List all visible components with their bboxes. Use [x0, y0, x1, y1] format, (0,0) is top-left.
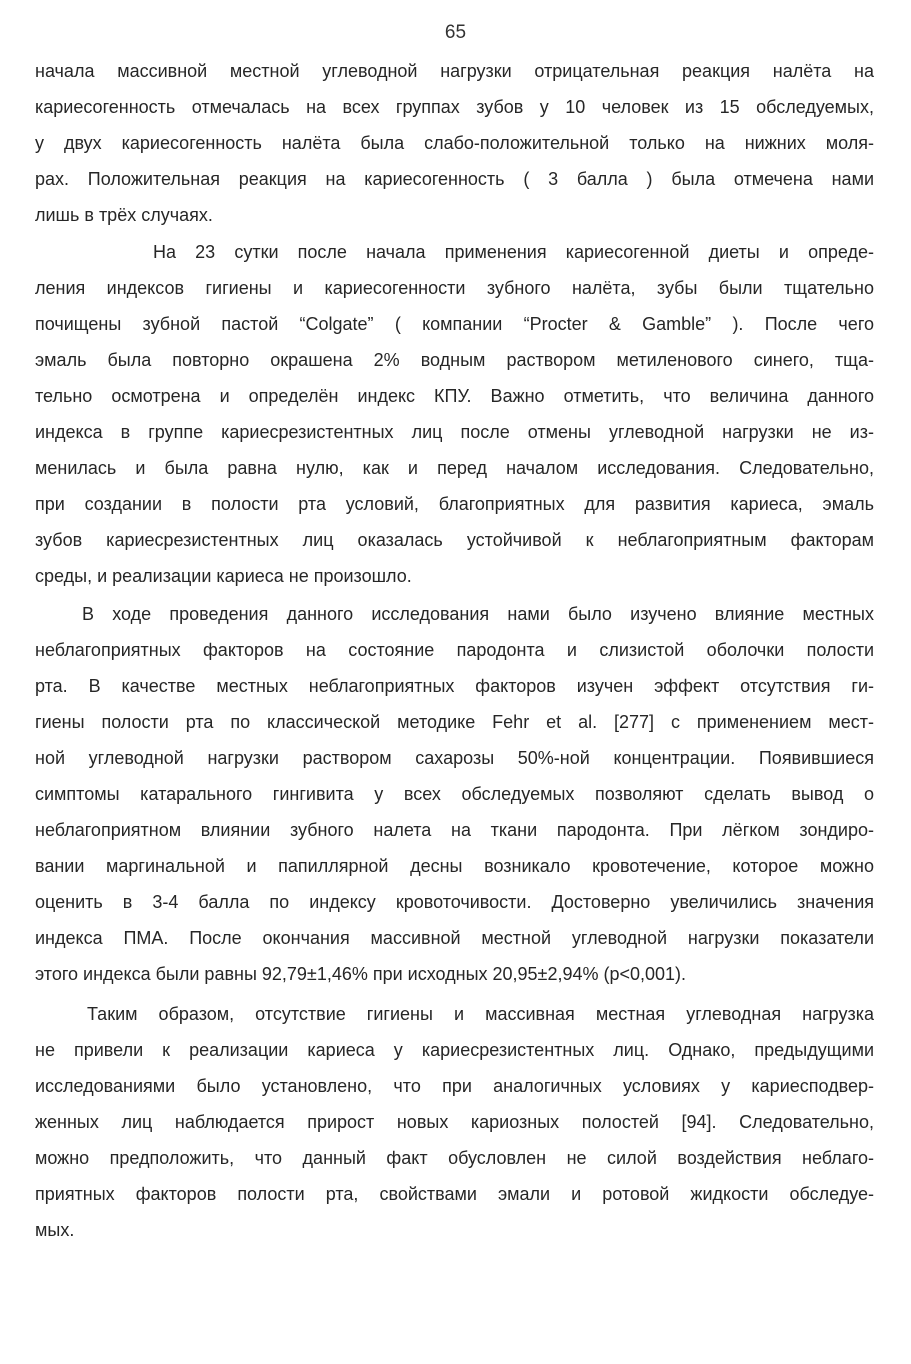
- text-line: На 23 сутки после начала применения кариесогенной диеты и опреде-: [153, 242, 874, 262]
- page-number: 65: [444, 22, 467, 43]
- text-line: этого индекса были равны 92,79±1,46% при исходных 20,95±2,94% (p<0,001).: [35, 964, 687, 984]
- text-line: Таким образом, отсутствие гигиены и массивная местная углеводная нагрузка: [87, 1004, 874, 1024]
- text-line: приятных факторов полости рта, свойствами эмали и ротовой жидкости обследуе-: [35, 1184, 874, 1204]
- text-line: лишь в трёх случаях.: [35, 205, 213, 225]
- text-line: не привели к реализации кариеса у кариесрезистентных лиц. Однако, предыдущими: [35, 1040, 874, 1060]
- text-line: В ходе проведения данного исследования нами было изучено влияние местных: [82, 604, 874, 624]
- text-line: начала массивной местной углеводной нагрузки отрицательная реакция налёта на: [35, 61, 874, 81]
- text-line: ления индексов гигиены и кариесогенности зубного налёта, зубы были тщательно: [35, 278, 874, 298]
- text-line: оценить в 3-4 балла по индексу кровоточивости. Достоверно увеличились значения: [35, 892, 874, 912]
- paragraph-1: [35, 53, 874, 233]
- text-line: женных лиц наблюдается прирост новых кариозных полостей [94]. Следовательно,: [35, 1112, 874, 1132]
- text-line: менилась и была равна нулю, как и перед началом исследования. Следовательно,: [35, 458, 874, 478]
- text-line: зубов кариесрезистентных лиц оказалась устойчивой к неблагоприятным факторам: [35, 530, 874, 550]
- text-line: кариесогенность отмечалась на всех группах зубов у 10 человек из 15 обследуемых,: [35, 97, 874, 117]
- text-line: неблагоприятном влиянии зубного налета на ткани пародонта. При лёгком зондиро-: [35, 820, 874, 840]
- text-line: индекса ПМА. После окончания массивной местной углеводной нагрузки показатели: [35, 928, 874, 948]
- text-line: можно предположить, что данный факт обусловлен не силой воздействия неблаго-: [35, 1148, 874, 1168]
- text-line: гиены полости рта по классической методике Fehr et al. [277] с применением мест-: [35, 712, 874, 732]
- text-line: рах. Положительная реакция на кариесогенность ( 3 балла ) была отмечена нами: [35, 169, 874, 189]
- text-line: ной углеводной нагрузки раствором сахарозы 50%-ной концентрации. Появившиеся: [35, 748, 874, 768]
- text-line: исследованиями было установлено, что при аналогичных условиях у кариесподвер-: [35, 1076, 874, 1096]
- paragraph-2: [35, 234, 874, 594]
- text-line: у двух кариесогенность налёта была слабо-положительной только на нижних моля-: [35, 133, 874, 153]
- text-line: индекса в группе кариесрезистентных лиц после отмены углеводной нагрузки не из-: [35, 422, 874, 442]
- text-line: мых.: [35, 1220, 75, 1240]
- text-line: при создании в полости рта условий, благоприятных для развития кариеса, эмаль: [35, 494, 874, 514]
- paragraph-4: [35, 996, 874, 1248]
- text-line: эмаль была повторно окрашена 2% водным раствором метиленового синего, тща-: [35, 350, 874, 370]
- text-line: рта. В качестве местных неблагоприятных факторов изучен эффект отсутствия ги-: [35, 676, 874, 696]
- text-line: среды, и реализации кариеса не произошло.: [35, 566, 412, 586]
- paragraph-3: [35, 596, 874, 992]
- text-line: тельно осмотрена и определён индекс КПУ. Важно отметить, что величина данного: [35, 386, 874, 406]
- text-line: почищены зубной пастой “Colgate” ( компании “Procter & Gamble” ). После чего: [35, 314, 874, 334]
- text-line: симптомы катарального гингивита у всех обследуемых позволяют сделать вывод о: [35, 784, 874, 804]
- text-line: неблагоприятных факторов на состояние пародонта и слизистой оболочки полости: [35, 640, 874, 660]
- text-line: вании маргинальной и папиллярной десны возникало кровотечение, которое можно: [35, 856, 874, 876]
